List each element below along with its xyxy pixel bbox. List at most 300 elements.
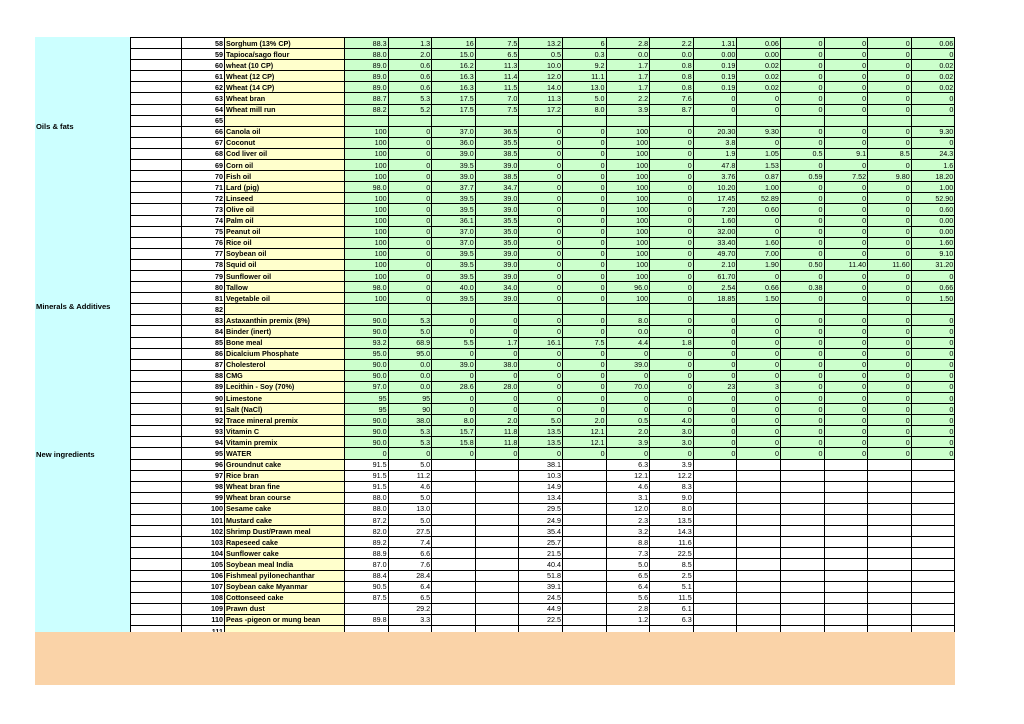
value-cell[interactable] [868,614,912,625]
row-number-cell[interactable]: 73 [182,204,225,215]
value-cell[interactable]: 8.5 [868,148,912,159]
value-cell[interactable]: 100 [606,215,650,226]
value-cell[interactable]: 2.3 [606,515,650,526]
value-cell[interactable]: 2.0 [475,415,519,426]
value-cell[interactable] [693,115,737,126]
value-cell[interactable]: 0 [562,193,606,204]
value-cell[interactable] [475,592,519,603]
value-cell[interactable] [737,503,781,514]
ingredient-name-cell[interactable]: Peas -pigeon or mung bean [225,614,345,625]
value-cell[interactable]: 11.4 [475,71,519,82]
value-cell[interactable]: 0 [780,137,824,148]
value-cell[interactable]: 0 [868,237,912,248]
value-cell[interactable]: 31.20 [911,259,955,270]
value-cell[interactable]: 0 [780,426,824,437]
row-number-cell[interactable]: 60 [182,60,225,71]
value-cell[interactable]: 5.0 [606,559,650,570]
value-cell[interactable]: 0 [911,426,955,437]
row-number-cell[interactable]: 84 [182,326,225,337]
value-cell[interactable]: 0 [737,370,781,381]
value-cell[interactable]: 35.5 [475,137,519,148]
value-cell[interactable]: 0 [737,215,781,226]
value-cell[interactable] [911,115,955,126]
value-cell[interactable]: 6.5 [475,49,519,60]
value-cell[interactable]: 0 [780,437,824,448]
value-cell[interactable]: 7.3 [606,548,650,559]
value-cell[interactable] [737,481,781,492]
value-cell[interactable]: 5.0 [388,492,432,503]
value-cell[interactable]: 88.0 [345,49,389,60]
value-cell[interactable]: 1.00 [737,182,781,193]
row-number-cell[interactable]: 62 [182,82,225,93]
value-cell[interactable]: 0 [693,315,737,326]
value-cell[interactable]: 0 [868,426,912,437]
value-cell[interactable]: 100 [606,193,650,204]
value-cell[interactable] [868,492,912,503]
value-cell[interactable]: 39.5 [432,293,476,304]
value-cell[interactable]: 100 [606,204,650,215]
value-cell[interactable]: 24.5 [519,592,563,603]
row-number-cell[interactable]: 65 [182,115,225,126]
ingredient-name-cell[interactable]: Trace mineral premix [225,415,345,426]
value-cell[interactable]: 0 [911,270,955,281]
value-cell[interactable] [737,559,781,570]
value-cell[interactable]: 11.3 [519,93,563,104]
value-cell[interactable]: 35.0 [475,226,519,237]
value-cell[interactable]: 1.2 [606,614,650,625]
value-cell[interactable] [432,614,476,625]
value-cell[interactable]: 0.00 [693,49,737,60]
value-cell[interactable]: 0 [562,148,606,159]
value-cell[interactable]: 3.1 [606,492,650,503]
value-cell[interactable]: 16 [432,38,476,49]
row-number-cell[interactable]: 98 [182,481,225,492]
value-cell[interactable] [780,492,824,503]
value-cell[interactable] [693,548,737,559]
value-cell[interactable]: 0 [650,359,694,370]
value-cell[interactable] [737,459,781,470]
value-cell[interactable]: 7.5 [562,337,606,348]
value-cell[interactable]: 0 [562,370,606,381]
value-cell[interactable]: 0 [519,293,563,304]
value-cell[interactable] [432,492,476,503]
value-cell[interactable]: 0.02 [737,71,781,82]
value-cell[interactable]: 12.0 [606,503,650,514]
ingredient-name-cell[interactable]: Cottonseed cake [225,592,345,603]
value-cell[interactable] [868,526,912,537]
value-cell[interactable]: 9.30 [911,126,955,137]
value-cell[interactable]: 100 [606,248,650,259]
value-cell[interactable]: 0 [737,359,781,370]
value-cell[interactable]: 1.90 [737,259,781,270]
value-cell[interactable]: 14.0 [519,82,563,93]
value-cell[interactable]: 100 [345,226,389,237]
value-cell[interactable]: 100 [345,215,389,226]
value-cell[interactable]: 95.0 [345,348,389,359]
value-cell[interactable]: 0 [780,104,824,115]
value-cell[interactable]: 0 [432,448,476,459]
value-cell[interactable] [737,470,781,481]
value-cell[interactable]: 35.4 [519,526,563,537]
ingredient-name-cell[interactable]: wheat (10 CP) [225,60,345,71]
value-cell[interactable]: 0 [780,293,824,304]
value-cell[interactable]: 96.0 [606,282,650,293]
value-cell[interactable]: 0 [780,393,824,404]
value-cell[interactable]: 87.5 [345,592,389,603]
value-cell[interactable] [693,470,737,481]
value-cell[interactable]: 90.0 [345,415,389,426]
value-cell[interactable]: 91.5 [345,481,389,492]
value-cell[interactable]: 0 [693,359,737,370]
value-cell[interactable]: 0 [780,415,824,426]
value-cell[interactable]: 5.3 [388,315,432,326]
value-cell[interactable]: 0 [388,293,432,304]
value-cell[interactable]: 8.5 [650,559,694,570]
value-cell[interactable]: 89.0 [345,82,389,93]
value-cell[interactable]: 6.6 [388,548,432,559]
value-cell[interactable]: 5.0 [519,415,563,426]
value-cell[interactable]: 11.2 [388,470,432,481]
value-cell[interactable]: 3.0 [650,437,694,448]
value-cell[interactable]: 4.6 [388,481,432,492]
value-cell[interactable]: 9.30 [737,126,781,137]
value-cell[interactable]: 28.6 [432,381,476,392]
ingredient-name-cell[interactable]: Astaxanthin premix (8%) [225,315,345,326]
value-cell[interactable]: 0 [432,404,476,415]
value-cell[interactable]: 0 [562,270,606,281]
row-number-cell[interactable]: 91 [182,404,225,415]
ingredient-name-cell[interactable]: Coconut [225,137,345,148]
value-cell[interactable] [693,570,737,581]
value-cell[interactable]: 88.9 [345,548,389,559]
value-cell[interactable]: 13.5 [519,426,563,437]
value-cell[interactable]: 37.7 [432,182,476,193]
value-cell[interactable]: 0 [388,270,432,281]
value-cell[interactable]: 0 [868,137,912,148]
value-cell[interactable]: 0 [868,359,912,370]
value-cell[interactable]: 0 [519,270,563,281]
value-cell[interactable]: 0 [693,448,737,459]
value-cell[interactable]: 0 [824,293,868,304]
value-cell[interactable]: 5.0 [562,93,606,104]
row-number-cell[interactable]: 83 [182,315,225,326]
ingredient-name-cell[interactable]: Limestone [225,393,345,404]
value-cell[interactable] [432,526,476,537]
value-cell[interactable]: 0 [519,370,563,381]
ingredient-name-cell[interactable]: Wheat bran course [225,492,345,503]
row-number-cell[interactable]: 94 [182,437,225,448]
value-cell[interactable]: 7.6 [388,559,432,570]
value-cell[interactable]: 37.0 [432,237,476,248]
value-cell[interactable] [475,581,519,592]
value-cell[interactable]: 39.5 [432,204,476,215]
value-cell[interactable]: 8.0 [562,104,606,115]
value-cell[interactable] [911,481,955,492]
value-cell[interactable] [868,470,912,481]
value-cell[interactable] [475,537,519,548]
value-cell[interactable]: 4.0 [650,415,694,426]
value-cell[interactable]: 11.1 [562,71,606,82]
value-cell[interactable] [780,592,824,603]
value-cell[interactable]: 39.5 [432,259,476,270]
value-cell[interactable]: 100 [345,259,389,270]
value-cell[interactable]: 0 [650,259,694,270]
value-cell[interactable]: 0 [693,348,737,359]
value-cell[interactable]: 1.60 [737,237,781,248]
value-cell[interactable] [475,304,519,315]
row-number-cell[interactable]: 93 [182,426,225,437]
value-cell[interactable] [737,304,781,315]
value-cell[interactable]: 17.5 [432,104,476,115]
value-cell[interactable]: 5.0 [388,326,432,337]
row-number-cell[interactable]: 97 [182,470,225,481]
value-cell[interactable]: 1.50 [737,293,781,304]
value-cell[interactable]: 2.54 [693,282,737,293]
value-cell[interactable]: 88.0 [345,492,389,503]
row-number-cell[interactable]: 88 [182,370,225,381]
value-cell[interactable]: 6.4 [606,581,650,592]
value-cell[interactable] [868,537,912,548]
value-cell[interactable]: 0 [824,226,868,237]
value-cell[interactable]: 0 [911,370,955,381]
value-cell[interactable]: 0 [693,104,737,115]
value-cell[interactable]: 10.3 [519,470,563,481]
value-cell[interactable]: 0 [475,315,519,326]
value-cell[interactable]: 0 [911,448,955,459]
value-cell[interactable]: 0 [868,404,912,415]
value-cell[interactable] [868,481,912,492]
value-cell[interactable]: 90 [388,404,432,415]
value-cell[interactable] [475,470,519,481]
value-cell[interactable]: 0.66 [737,282,781,293]
value-cell[interactable]: 9.1 [824,148,868,159]
value-cell[interactable]: 91.5 [345,459,389,470]
value-cell[interactable]: 0 [562,448,606,459]
value-cell[interactable]: 0 [519,160,563,171]
value-cell[interactable]: 0 [780,126,824,137]
ingredient-name-cell[interactable]: Shrimp Dust/Prawn meal [225,526,345,537]
value-cell[interactable]: 0.02 [737,60,781,71]
value-cell[interactable]: 16.3 [432,71,476,82]
value-cell[interactable] [562,592,606,603]
value-cell[interactable] [737,592,781,603]
value-cell[interactable] [824,115,868,126]
value-cell[interactable] [911,603,955,614]
value-cell[interactable]: 0.5 [780,148,824,159]
value-cell[interactable]: 91.5 [345,470,389,481]
value-cell[interactable]: 0 [432,393,476,404]
value-cell[interactable]: 3 [737,381,781,392]
value-cell[interactable]: 0 [824,348,868,359]
value-cell[interactable] [780,559,824,570]
row-number-cell[interactable]: 92 [182,415,225,426]
value-cell[interactable]: 39.0 [475,193,519,204]
value-cell[interactable]: 0 [780,182,824,193]
value-cell[interactable]: 0 [650,226,694,237]
value-cell[interactable]: 0 [868,293,912,304]
value-cell[interactable]: 0 [868,415,912,426]
value-cell[interactable]: 0 [868,71,912,82]
value-cell[interactable]: 14.9 [519,481,563,492]
value-cell[interactable]: 0 [868,104,912,115]
ingredient-name-cell[interactable]: Corn oil [225,160,345,171]
value-cell[interactable]: 0 [388,215,432,226]
value-cell[interactable]: 2.5 [650,570,694,581]
value-cell[interactable]: 0 [780,82,824,93]
value-cell[interactable]: 100 [345,293,389,304]
value-cell[interactable]: 3.9 [650,459,694,470]
value-cell[interactable] [780,614,824,625]
value-cell[interactable] [911,470,955,481]
value-cell[interactable] [562,515,606,526]
value-cell[interactable]: 39.0 [475,248,519,259]
value-cell[interactable]: 0 [868,381,912,392]
value-cell[interactable]: 5.1 [650,581,694,592]
value-cell[interactable]: 0 [693,404,737,415]
value-cell[interactable]: 0 [780,60,824,71]
value-cell[interactable]: 0 [475,370,519,381]
value-cell[interactable] [693,459,737,470]
value-cell[interactable]: 9.80 [868,171,912,182]
value-cell[interactable] [693,592,737,603]
value-cell[interactable]: 0 [432,326,476,337]
value-cell[interactable] [475,570,519,581]
value-cell[interactable]: 0.0 [388,370,432,381]
value-cell[interactable]: 23 [693,381,737,392]
value-cell[interactable]: 0 [737,315,781,326]
value-cell[interactable]: 0 [519,348,563,359]
value-cell[interactable] [824,581,868,592]
value-cell[interactable] [693,603,737,614]
value-cell[interactable]: 0 [780,93,824,104]
value-cell[interactable]: 0 [650,315,694,326]
value-cell[interactable]: 89.8 [345,614,389,625]
value-cell[interactable]: 0 [824,315,868,326]
value-cell[interactable]: 95 [345,404,389,415]
value-cell[interactable]: 0 [475,326,519,337]
value-cell[interactable]: 2.10 [693,259,737,270]
value-cell[interactable]: 39.0 [475,160,519,171]
ingredient-name-cell[interactable]: Dicalcium Phosphate [225,348,345,359]
value-cell[interactable] [562,603,606,614]
ingredient-name-cell[interactable]: Sesame cake [225,503,345,514]
ingredient-name-cell[interactable]: Vegetable oil [225,293,345,304]
value-cell[interactable]: 0 [868,337,912,348]
value-cell[interactable] [562,459,606,470]
value-cell[interactable]: 0 [562,381,606,392]
value-cell[interactable] [911,592,955,603]
value-cell[interactable] [562,115,606,126]
value-cell[interactable] [824,603,868,614]
row-number-cell[interactable]: 82 [182,304,225,315]
value-cell[interactable]: 0.00 [911,226,955,237]
value-cell[interactable]: 7.00 [737,248,781,259]
value-cell[interactable]: 10.0 [519,60,563,71]
value-cell[interactable]: 8.0 [606,315,650,326]
value-cell[interactable]: 0 [868,448,912,459]
value-cell[interactable]: 0 [780,49,824,60]
value-cell[interactable] [868,581,912,592]
value-cell[interactable] [824,592,868,603]
value-cell[interactable] [911,570,955,581]
value-cell[interactable]: 100 [345,193,389,204]
value-cell[interactable] [780,548,824,559]
ingredient-name-cell[interactable]: Binder (inert) [225,326,345,337]
value-cell[interactable]: 0 [868,38,912,49]
value-cell[interactable] [824,548,868,559]
value-cell[interactable]: 0 [868,270,912,281]
value-cell[interactable]: 0 [388,193,432,204]
value-cell[interactable]: 39.0 [432,148,476,159]
value-cell[interactable] [432,115,476,126]
value-cell[interactable]: 0 [562,248,606,259]
value-cell[interactable]: 0 [780,270,824,281]
value-cell[interactable] [432,570,476,581]
value-cell[interactable] [432,559,476,570]
ingredient-name-cell[interactable]: Salt (NaCl) [225,404,345,415]
value-cell[interactable] [780,526,824,537]
value-cell[interactable] [780,459,824,470]
value-cell[interactable]: 100 [345,248,389,259]
value-cell[interactable]: 0 [388,137,432,148]
value-cell[interactable]: 0 [868,215,912,226]
value-cell[interactable]: 0 [780,370,824,381]
value-cell[interactable] [693,503,737,514]
value-cell[interactable] [519,115,563,126]
value-cell[interactable] [432,503,476,514]
ingredient-name-cell[interactable]: Linseed [225,193,345,204]
value-cell[interactable]: 0.0 [606,326,650,337]
value-cell[interactable]: 0 [780,248,824,259]
value-cell[interactable]: 0 [780,160,824,171]
ingredient-name-cell[interactable]: Soybean oil [225,248,345,259]
value-cell[interactable] [475,115,519,126]
value-cell[interactable]: 0 [824,160,868,171]
value-cell[interactable] [475,515,519,526]
value-cell[interactable]: 95 [345,393,389,404]
value-cell[interactable] [824,470,868,481]
value-cell[interactable] [824,614,868,625]
value-cell[interactable]: 13.5 [519,437,563,448]
value-cell[interactable]: 5.6 [606,592,650,603]
value-cell[interactable]: 0 [737,415,781,426]
value-cell[interactable]: 0 [562,404,606,415]
value-cell[interactable]: 0 [737,93,781,104]
value-cell[interactable] [562,470,606,481]
value-cell[interactable]: 0 [650,282,694,293]
value-cell[interactable]: 0 [693,370,737,381]
value-cell[interactable] [475,459,519,470]
value-cell[interactable] [737,603,781,614]
value-cell[interactable] [824,515,868,526]
value-cell[interactable]: 0 [562,160,606,171]
value-cell[interactable] [650,304,694,315]
value-cell[interactable]: 1.7 [606,82,650,93]
row-number-cell[interactable]: 69 [182,160,225,171]
value-cell[interactable]: 0 [606,448,650,459]
value-cell[interactable] [432,470,476,481]
value-cell[interactable]: 9.0 [650,492,694,503]
value-cell[interactable] [824,459,868,470]
row-number-cell[interactable]: 89 [182,381,225,392]
value-cell[interactable]: 27.5 [388,526,432,537]
value-cell[interactable]: 0 [737,137,781,148]
value-cell[interactable]: 0 [824,426,868,437]
value-cell[interactable]: 97.0 [345,381,389,392]
value-cell[interactable]: 11.5 [650,592,694,603]
value-cell[interactable]: 0 [780,381,824,392]
value-cell[interactable]: 0 [868,315,912,326]
